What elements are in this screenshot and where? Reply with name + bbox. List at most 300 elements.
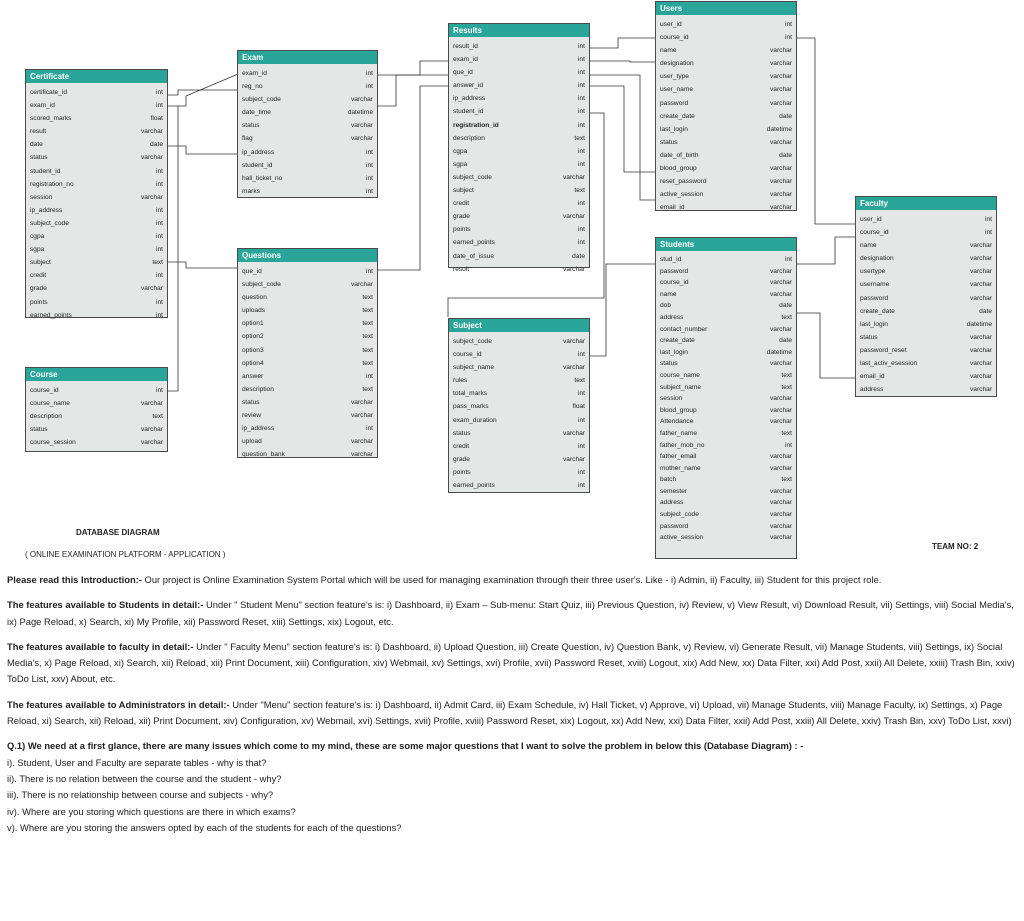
column-name: status — [30, 154, 48, 162]
table-title: Exam — [238, 51, 377, 64]
table-columns — [449, 332, 589, 494]
column-row — [660, 532, 792, 544]
column-name: option1 — [242, 320, 264, 328]
column-row — [860, 292, 992, 305]
column-type: int — [578, 69, 585, 77]
column-type: datetime — [766, 348, 792, 356]
column-name: earned_points — [453, 482, 495, 490]
column-name: registration_no — [30, 180, 74, 188]
column-name: course_id — [453, 351, 482, 359]
column-name: option3 — [242, 346, 264, 354]
column-name: subject_name — [660, 383, 702, 391]
column-row — [242, 409, 373, 422]
column-type: varchar — [970, 386, 992, 394]
column-row — [453, 184, 585, 197]
column-name: batch — [660, 476, 677, 484]
column-type: int — [366, 161, 373, 169]
intro-body: Our project is Online Examination System Portal which will be used for managing examination through their three user's. Like - i) Admin, ii) Faculty, iii) Student for this project role. — [141, 574, 882, 585]
table-columns — [856, 210, 996, 398]
column-name: subject_code — [453, 173, 492, 181]
column-type: int — [156, 272, 163, 280]
column-type: varchar — [970, 281, 992, 289]
column-name: session — [30, 193, 53, 201]
column-name: date — [30, 141, 43, 149]
column-row — [30, 191, 163, 204]
table-columns — [238, 64, 377, 200]
column-type: date — [779, 302, 792, 310]
column-name: ip_address — [242, 425, 275, 433]
column-type: text — [574, 377, 585, 385]
table-columns — [656, 251, 796, 546]
column-row — [660, 382, 792, 394]
column-type: varchar — [770, 406, 792, 414]
column-row — [453, 236, 585, 249]
column-row — [30, 296, 163, 309]
column-type: int — [366, 425, 373, 433]
column-name: credit — [453, 442, 470, 450]
column-type: text — [152, 259, 163, 267]
column-row — [453, 414, 585, 427]
column-row — [660, 497, 792, 509]
column-type: datetime — [347, 109, 373, 117]
question-item: iv). Where are you storing which questions are there in which exams? — [7, 805, 296, 817]
column-row — [453, 374, 585, 387]
column-row — [30, 397, 163, 410]
column-type: varchar — [970, 360, 992, 368]
column-row — [453, 171, 585, 184]
column-name: sgpa — [30, 246, 45, 254]
column-name: designation — [660, 60, 694, 68]
column-type: text — [781, 429, 792, 437]
diagram-subtitle: ( ONLINE EXAMINATION PLATFORM - APPLICATION ) — [25, 550, 226, 559]
column-row — [30, 436, 163, 449]
column-type: date — [572, 252, 585, 260]
column-row — [660, 440, 792, 452]
column-type: int — [985, 229, 992, 237]
column-row — [860, 213, 992, 226]
table-faculty[interactable] — [855, 196, 997, 397]
column-row — [860, 226, 992, 239]
column-name: que_id — [453, 69, 473, 77]
table-title: Questions — [238, 249, 377, 262]
column-name: uploads — [242, 307, 266, 315]
column-row — [660, 70, 792, 83]
column-row — [242, 317, 373, 330]
column-type: int — [578, 482, 585, 490]
column-type: date — [979, 307, 992, 315]
column-row — [242, 357, 373, 370]
column-name: total_marks — [453, 390, 488, 398]
column-name: student_id — [30, 167, 61, 175]
column-row — [453, 119, 585, 132]
column-name: username — [860, 281, 890, 289]
column-row — [30, 178, 163, 191]
column-name: blood_group — [660, 165, 697, 173]
column-name: user_id — [860, 216, 882, 223]
column-type: varchar — [351, 398, 373, 406]
column-type: varchar — [770, 47, 792, 55]
column-type: varchar — [970, 333, 992, 341]
column-type: int — [578, 390, 585, 398]
column-name: course_name — [30, 400, 70, 408]
column-type: text — [781, 313, 792, 321]
column-name: status — [242, 398, 260, 406]
column-row — [660, 254, 792, 266]
column-name: subject_code — [30, 219, 69, 227]
column-name: subject_code — [453, 338, 492, 345]
column-row — [860, 370, 992, 383]
question-heading-text: Q.1) We need at a first glance, there are many issues which come to my mind, these are some major questions that I want to solve the problem in below this (Database Diagram) : - — [7, 740, 804, 752]
column-name: active_session — [660, 534, 704, 542]
column-row — [242, 80, 373, 93]
column-name: active_session — [660, 191, 704, 199]
column-name: Attendance — [660, 418, 694, 426]
column-type: varchar — [770, 290, 792, 298]
column-type: datetime — [966, 320, 992, 328]
table-course[interactable] — [25, 367, 168, 452]
column-name: cgpa — [453, 147, 468, 155]
column-type: int — [156, 311, 163, 319]
column-type: int — [578, 160, 585, 168]
column-row — [660, 486, 792, 498]
description-text — [7, 572, 1017, 836]
students-body: Under " Student Menu" section feature's is: i) Dashboard, ii) Exam – Sub-menu: Start Quiz, iii) Previous Question, iv) Review, v) View Result, vi) Download Result, vii) Settings, viii) Social Media's, ix) Page Reload, x) Search, xi) My Profile, xii) Password Reset, xiii) Settings, xix) Logout, etc. — [7, 599, 1014, 627]
column-name: registration_id — [453, 121, 499, 129]
column-type: text — [362, 307, 373, 315]
column-row — [453, 479, 585, 492]
column-name: rules — [453, 377, 468, 385]
column-name: exam_id — [453, 56, 478, 64]
column-name: option2 — [242, 333, 264, 341]
column-row — [660, 347, 792, 359]
column-row — [660, 312, 792, 324]
relation-line — [168, 106, 178, 391]
column-row — [660, 324, 792, 336]
column-type: varchar — [141, 154, 163, 162]
column-type: int — [785, 21, 792, 28]
column-row — [453, 453, 585, 466]
column-name: blood_group — [660, 406, 697, 414]
column-name: subject_name — [453, 364, 495, 372]
column-name: usertype — [860, 268, 886, 276]
column-type: datetime — [766, 125, 792, 133]
column-row — [453, 53, 585, 66]
column-name: course_session — [30, 439, 76, 447]
column-name: subject_code — [660, 511, 699, 519]
column-row — [860, 318, 992, 331]
relation-line — [168, 146, 238, 154]
table-users[interactable] — [655, 1, 797, 211]
column-name: grade — [30, 285, 47, 293]
column-name: course_id — [860, 229, 889, 237]
column-name: last_login — [660, 348, 688, 356]
column-type: int — [785, 34, 792, 42]
column-name: status — [242, 122, 260, 130]
column-name: user_type — [660, 73, 689, 81]
column-type: int — [366, 174, 373, 182]
table-columns — [26, 83, 167, 324]
column-type: varchar — [770, 464, 792, 472]
admin-body: Under "Menu" section feature's is: i) Dashboard, ii) Admit Card, iii) Exam Schedule, iv) Hall Ticket, v) Approve, vi) Upload, vii) Manage Students, viii) Manage Faculty, ix) Settings, x) Page Reload, xi) Search, xii) Reload, xii) Print Document, xiv) Configuration, xv) Webmail, xvi) Settings, xvii) Profile, xviii) Password Reset, xix) Logout, xx) Add New, xxi) Data Filter, xxii) Add Post, xxiii) All Delete, xxiv) Trash Bin, xxv) ToDo List, xxvi) — [7, 698, 1012, 727]
table-columns — [238, 262, 377, 463]
column-type: varchar — [770, 325, 792, 333]
column-type: varchar — [351, 412, 373, 420]
column-name: password — [660, 267, 689, 275]
relation-line — [797, 313, 855, 378]
column-name: password — [860, 294, 889, 302]
column-row — [30, 423, 163, 436]
column-row — [242, 93, 373, 106]
column-type: int — [578, 416, 585, 424]
column-row — [860, 278, 992, 291]
column-type: varchar — [770, 279, 792, 287]
column-name: designation — [860, 255, 894, 263]
column-name: scored_marks — [30, 115, 72, 123]
column-name: flag — [242, 135, 253, 143]
column-name: points — [30, 298, 48, 306]
table-title: Certificate — [26, 70, 167, 83]
column-name: reg_no — [242, 83, 263, 91]
column-row — [242, 119, 373, 132]
column-type: varchar — [563, 338, 585, 345]
question-item: iii). There is no relationship between course and subjects - why? — [7, 789, 274, 801]
column-row — [453, 145, 585, 158]
column-type: int — [578, 56, 585, 64]
table-students[interactable] — [655, 237, 797, 559]
column-name: status — [30, 426, 48, 434]
column-row — [453, 440, 585, 453]
relation-line — [168, 74, 238, 106]
column-name: subject — [30, 259, 51, 267]
column-name: credit — [30, 272, 47, 280]
column-type: varchar — [563, 213, 585, 221]
column-type: varchar — [351, 451, 373, 459]
column-type: varchar — [770, 165, 792, 173]
column-type: text — [574, 187, 585, 195]
column-type: varchar — [770, 453, 792, 461]
column-row — [30, 256, 163, 269]
column-row — [860, 239, 992, 252]
column-type: varchar — [141, 193, 163, 201]
column-type: int — [156, 219, 163, 227]
column-row — [242, 185, 373, 198]
column-type: varchar — [770, 60, 792, 68]
column-type: varchar — [970, 268, 992, 276]
column-name: exam_id — [30, 102, 55, 110]
column-type: int — [578, 147, 585, 155]
table-title: Subject — [449, 319, 589, 332]
column-row — [660, 428, 792, 440]
column-type: varchar — [770, 204, 792, 212]
column-name: name — [660, 47, 677, 55]
column-row — [660, 83, 792, 96]
column-row — [453, 92, 585, 105]
column-type: int — [985, 216, 992, 223]
column-row — [242, 422, 373, 435]
column-type: varchar — [970, 373, 992, 381]
table-exam[interactable] — [237, 50, 378, 198]
question-heading — [7, 738, 1017, 754]
column-type: int — [578, 108, 585, 116]
column-name: status — [660, 138, 678, 146]
column-name: hall_ticket_no — [242, 174, 283, 182]
column-row — [660, 358, 792, 370]
column-name: course_id — [660, 34, 689, 42]
column-row — [453, 66, 585, 79]
column-name: grade — [453, 455, 470, 463]
relation-line — [590, 75, 655, 200]
column-type: int — [785, 441, 792, 449]
column-type: varchar — [141, 285, 163, 293]
column-row — [30, 282, 163, 295]
column-type: varchar — [563, 173, 585, 181]
column-type: int — [156, 387, 163, 394]
column-name: mother_name — [660, 464, 701, 472]
table-subject[interactable] — [448, 318, 590, 493]
column-type: date — [779, 112, 792, 120]
column-type: int — [578, 121, 585, 129]
column-type: varchar — [770, 191, 792, 199]
table-results[interactable] — [448, 23, 590, 273]
column-type: varchar — [970, 346, 992, 354]
column-name: answer — [242, 372, 264, 380]
column-name: exam_id — [242, 70, 267, 77]
column-row — [30, 86, 163, 99]
column-name: father_mob_no — [660, 441, 705, 449]
column-row — [30, 138, 163, 151]
column-type: int — [578, 239, 585, 247]
column-type: varchar — [563, 429, 585, 437]
column-row — [242, 435, 373, 448]
column-row — [30, 165, 163, 178]
column-type: int — [156, 298, 163, 306]
column-row — [242, 396, 373, 409]
table-title: Results — [449, 24, 589, 37]
column-row — [453, 40, 585, 53]
column-row — [660, 110, 792, 123]
column-type: float — [150, 115, 163, 123]
column-row — [30, 269, 163, 282]
column-type: int — [156, 167, 163, 175]
column-name: create_date — [660, 337, 695, 345]
column-row — [660, 451, 792, 463]
column-type: int — [785, 256, 792, 263]
relation-line — [168, 90, 238, 95]
faculty-body: Under " Faculty Menu" section feature's is: i) Dashboard, ii) Upload Question, iii) Create Question, iv) Question Bank, v) Review, vi) Generate Result, vii) Manage Students, viii) Settings, ix) Social Media's, x) Page Reload, xi) Search, xii) Reload, xii) Print Document, xiii) Configuration, xiv) Webmail, xv) Settings, xvi) Profile, xvii) Password Reset, xviii) Logout, xix) Add New, xx) Data Filter, xxi) Add Post, xxii) All Delete, xxiii) Trash Bin, xxiv) ToDo List, xxv) About, etc. — [7, 640, 1015, 685]
column-row — [860, 305, 992, 318]
column-type: varchar — [351, 135, 373, 143]
column-name: question — [242, 294, 267, 302]
table-questions[interactable] — [237, 248, 378, 458]
column-row — [660, 521, 792, 533]
column-type: text — [152, 413, 163, 421]
column-name: status — [660, 360, 678, 368]
question-item: i). Student, User and Faculty are separate tables - why is that? — [7, 756, 267, 768]
column-type: varchar — [770, 511, 792, 519]
column-type: date — [779, 151, 792, 159]
table-columns — [449, 37, 589, 278]
column-name: semester — [660, 487, 688, 495]
column-type: varchar — [563, 455, 585, 463]
column-type: text — [362, 385, 373, 393]
column-row — [30, 204, 163, 217]
column-name: password — [660, 99, 689, 107]
column-type: int — [156, 206, 163, 214]
column-name: password_reset — [860, 346, 907, 354]
column-type: varchar — [141, 128, 163, 136]
column-name: user_id — [660, 21, 682, 28]
column-row — [660, 57, 792, 70]
column-row — [453, 348, 585, 361]
column-type: varchar — [770, 360, 792, 368]
column-type: int — [156, 102, 163, 110]
column-name: cgpa — [30, 233, 45, 241]
column-row — [453, 387, 585, 400]
column-type: int — [578, 82, 585, 90]
column-row — [453, 105, 585, 118]
column-row — [30, 217, 163, 230]
admin-label: The features available to Administrators in detail:- — [7, 698, 230, 710]
column-row — [860, 331, 992, 344]
column-type: text — [574, 134, 585, 142]
column-name: last_login — [660, 125, 688, 133]
column-row — [660, 463, 792, 475]
column-row — [30, 243, 163, 256]
column-row — [242, 106, 373, 119]
column-row — [660, 136, 792, 149]
column-row — [660, 31, 792, 44]
column-row — [453, 263, 585, 276]
column-type: float — [572, 403, 585, 411]
column-name: pass_marks — [453, 403, 489, 411]
column-name: father_name — [660, 429, 698, 437]
column-row — [242, 370, 373, 383]
column-row — [242, 383, 373, 396]
column-name: subject_code — [242, 96, 281, 104]
column-name: create_date — [660, 112, 695, 120]
column-name: points — [453, 226, 471, 234]
relation-line — [590, 38, 655, 48]
column-row — [30, 99, 163, 112]
column-row — [242, 146, 373, 159]
table-title: Faculty — [856, 197, 996, 210]
column-row — [860, 383, 992, 396]
column-name: address — [660, 313, 684, 321]
column-name: name — [860, 242, 877, 250]
column-type: varchar — [563, 265, 585, 273]
column-name: description — [242, 385, 274, 393]
column-name: reset_password — [660, 178, 707, 186]
column-name: subject — [453, 187, 474, 195]
column-type: varchar — [770, 267, 792, 275]
column-type: varchar — [351, 438, 373, 446]
relation-line — [590, 264, 655, 356]
column-name: result — [453, 265, 470, 273]
column-type: varchar — [141, 426, 163, 434]
column-name: question_bank — [242, 451, 285, 459]
table-certificate[interactable] — [25, 69, 168, 318]
column-row — [242, 132, 373, 145]
relation-line — [378, 75, 448, 106]
column-type: int — [156, 233, 163, 241]
column-name: status — [860, 333, 878, 341]
column-type: varchar — [770, 418, 792, 426]
column-type: varchar — [770, 178, 792, 186]
column-row — [660, 405, 792, 417]
column-row — [242, 172, 373, 185]
column-row — [30, 125, 163, 138]
column-name: contact_number — [660, 325, 708, 333]
